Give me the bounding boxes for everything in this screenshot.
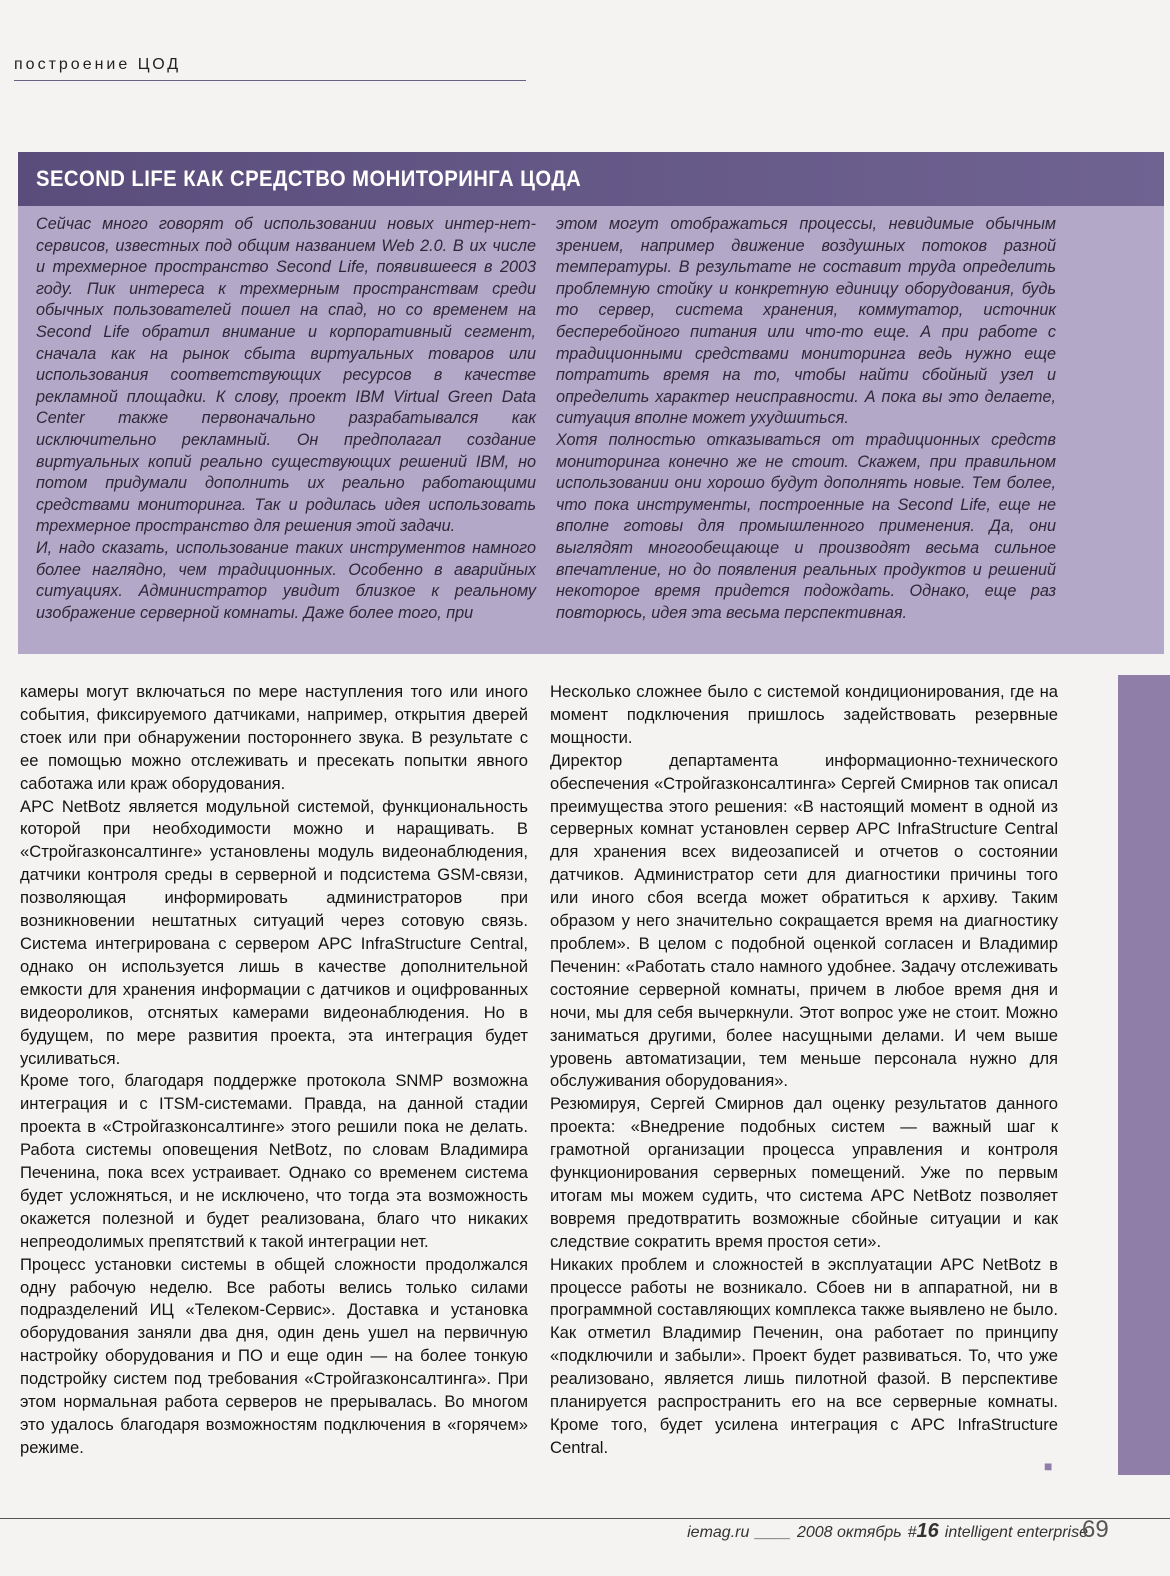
section-label: построение ЦОД — [14, 56, 182, 73]
sidebar-header — [18, 152, 1164, 206]
footer-site: iemag.ru — [687, 1524, 750, 1541]
sidebar-paragraph: Хотя полностью отказываться от традиционных средств мониторинга конечно же не стоит. Скажем, при правильном использовании они хорошо будут дополнять новые. Тем более, что пока инструменты, построенные на Second Life, еще не вполне готовы для промышленного применения. Да, они выглядят многообещающе и производят весьма сильное впечатление, но до появления реальных продуктов и решений некоторое время придется подождать. Однако, еще раз повторюсь, идея эта весьма перспективная. — [556, 430, 1056, 622]
article-column-right — [550, 681, 1058, 1460]
sidebar-paragraph: Сейчас много говорят об использовании новых интер-нет-сервисов, известных под общим названием Web 2.0. В их числе и трехмерное пространство Second Life, появившееся в 2003 году. Пик интереса к трехмерным пространствам среди обычных пользователей пошел на спад, но со временем на Second Life обратил внимание и корпоративный сегмент, сначала как на рынок сбыта виртуальных товаров или использования соответствующих ресурсов в качестве рекламной площадки. К слову, проект IBM Virtual Green Data Center также первоначально разрабатывался как исключительно рекламный. Он предполагал создание виртуальных копий реально существующих решений IBM, но потом придумали дополнить их реально работающими средствами мониторинга. Так и родилась идея использовать трехмерное пространство для решения этой задачи. — [36, 215, 536, 536]
sidebar-box — [18, 152, 1164, 654]
article-paragraph: Резюмируя, Сергей Смирнов дал оценку результатов данного проекта: «Внедрение подобных систем — важный шаг к грамотной организации процесса управления и контроля функционирования серверных помещений. Уже по первым итогам мы можем судить, что система APC NetBotz позволяет вовремя предотвратить возможные сбойные ситуации и как следствие сократить время простоя сети». — [550, 1094, 1058, 1251]
article-column-left — [20, 681, 528, 1460]
article-paragraph: Процесс установки системы в общей сложности продолжался одну рабочую неделю. Все работы велись только силами подразделений ИЦ «Телеком-Сервис». Доставка и установка оборудования заняли два дня, один день ушел на первичную настройку оборудования и ПО и еще один — на более тонкую подстройку систем под требования «Стройгазконсалтинга». При этом нормальная работа серверов не прерывалась. Во многом это удалось благодаря возможностям подключения в «горячем» режиме. — [20, 1254, 528, 1457]
article-body — [20, 681, 1060, 1460]
footer-magazine: intelligent enterprise — [944, 1524, 1088, 1541]
sidebar-title: SECOND LIFE КАК СРЕДСТВО МОНИТОРИНГА ЦОДА — [36, 166, 582, 191]
article-paragraph: Несколько сложнее было с системой кондиционирования, где на момент подключения пришлось задействовать резервные мощности. — [550, 682, 1058, 747]
issue-prefix: # — [907, 1524, 917, 1541]
page-number: 69 — [1082, 1516, 1109, 1543]
article-paragraph: камеры могут включаться по мере наступления того или иного события, фиксируемого датчиками, например, открытия дверей стоек или при обнаружении постороннего звука. В результате с ее помощью можно отслеживать и пресекать попытки явного саботажа или краж оборудования. — [20, 682, 528, 793]
article-paragraph: Директор департамента информационно-технического обеспечения «Стройгазконсалтинга» Сергей Смирнов так описал преимущества этого решения: «В настоящий момент в одной из серверных комнат установлен сервер APC InfraStructure Central для хранения всех видеозаписей и отчетов о состоянии датчиков. Администратор сети для диагностики причины того или иного сбоя всегда может обратиться к архиву. Таким образом у него значительно сокращается время на диагностику проблем». В целом с подобной оценкой согласен и Владимир Печенин: «Работать стало намного удобнее. Задачу отслеживать состояние серверной комнаты, причем в любое время дня и ночи, мы для себя вычеркнули. Этот вопрос уже не стоит. Можно заниматься другими, более насущными делами. И чем выше уровень автоматизации, тем меньше персонала нужно для обслуживания оборудования». — [550, 750, 1058, 1091]
sidebar-column-right — [556, 214, 1056, 624]
sidebar-body — [18, 206, 1164, 624]
article-paragraph: Кроме того, благодаря поддержке протокола SNMP возможна интеграция и с ITSM-системами. Правда, на данной стадии проекта в «Стройгазконсалтинге» этого решили пока не делать. Работа системы оповещения NetBotz, по словам Владимира Печенина, пока всех устраивает. Однако со временем система будет усложняться, и не исключено, что тогда эта возможность окажется полезной и будет реализована, благо что никаких непреодолимых препятствий к такой интеграции нет. — [20, 1071, 528, 1251]
footer-date: 2008 октябрь — [796, 1524, 902, 1541]
decorative-side-strip — [1118, 675, 1170, 1475]
article-paragraph: APC NetBotz является модульной системой, функциональность которой при необходимости можно и наращивать. В «Стройгазконсалтинге» установлены модуль видеонаблюдения, датчики контроля среды в серверной и подсистема GSM-связи, позволяющая информировать администраторов при возникновении нештатных ситуаций через сотовую связь. Система интегрирована с сервером APC InfraStructure Central, однако он используется лишь в качестве дополнительной емкости для хранения информации с датчиков и оцифрованных видеороликов, отснятых камерами видеонаблюдения. Но в будущем, по мере развития проекта, эта интеграция будет усиливаться. — [20, 796, 528, 1068]
sidebar-paragraph: этом могут отображаться процессы, невидимые обычным зрением, например движение воздушных потоков разной температуры. В результате не составит труда определить проблемную стойку и конкретную единицу оборудования, будь то сервер, система хранения, коммутатор, источник бесперебойного питания или что-то еще. А при работе с традиционными средствами мониторинга ведь нужно еще потратить время на то, чтобы найти сбойный узел и определить характер неисправности. А пока вы это делаете, ситуация вполне может ухудшиться. — [556, 215, 1056, 428]
issue-number: 16 — [916, 1520, 939, 1542]
sidebar-paragraph: И, надо сказать, использование таких инструментов намного более наглядно, чем традиционных. Особенно в аварийных ситуациях. Администратор увидит близкое к реальному изображение серверной комнаты. Даже более того, при — [36, 538, 536, 622]
footer-issue — [908, 1520, 939, 1543]
footer-rule — [0, 1518, 1170, 1519]
section-rule — [14, 80, 526, 81]
footer — [687, 1520, 1088, 1543]
sidebar-column-left — [36, 214, 536, 624]
footer-separator: ____ — [755, 1524, 791, 1541]
article-paragraph: Никаких проблем и сложностей в эксплуатации APC NetBotz в процессе работы не возникало. Сбоев ни в аппаратной, ни в программной составляющих комплекса также выявлено не было. Как отметил Владимир Печенин, она работает по принципу «подключили и забыли». Проект будет развиваться. То, что уже реализовано, является лишь пилотной фазой. В перспективе планируется распространить его на все серверные комнаты. Кроме того, будет усилена интеграция с APC InfraStructure Central. — [550, 1254, 1058, 1457]
end-of-article-icon: ■ — [1044, 1458, 1053, 1474]
